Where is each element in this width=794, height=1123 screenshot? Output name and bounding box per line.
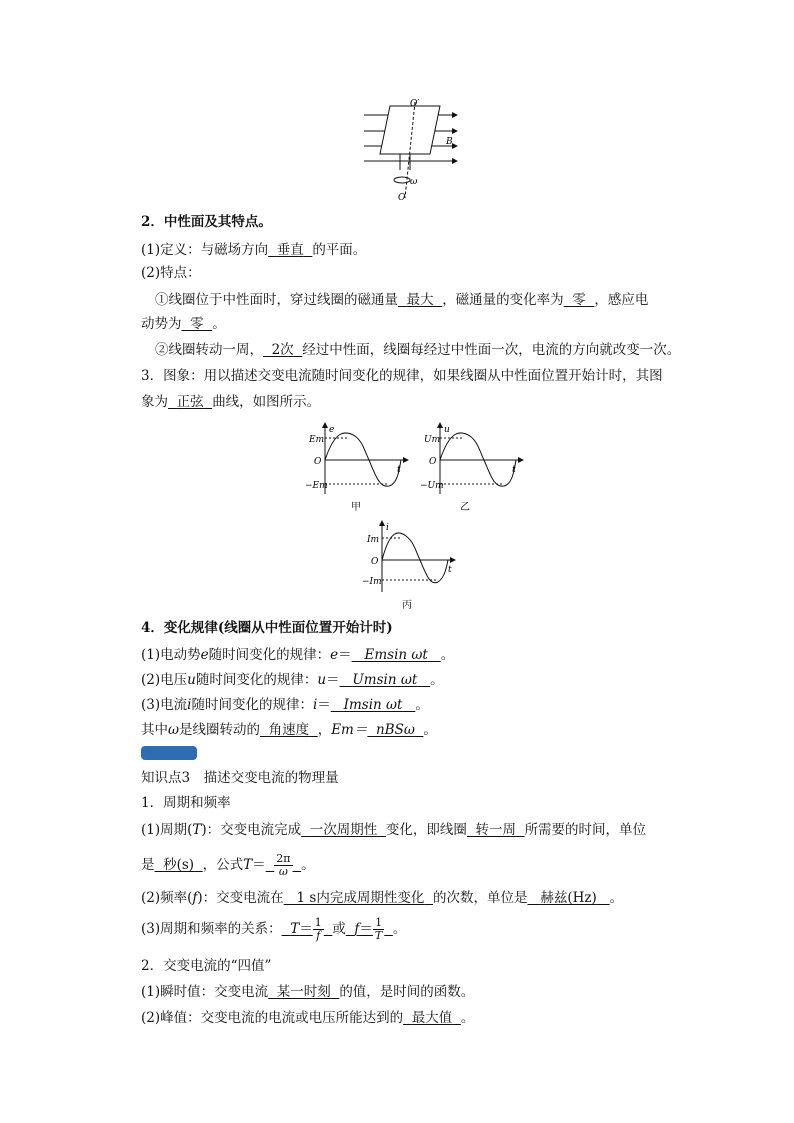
p2-title: 2．交变电流的“四值” [141, 958, 272, 974]
axis-u: u [444, 425, 450, 435]
s4-line-voltage: (2)电压u随时间变化的规律：u＝ Umsin ωt 。 [141, 672, 444, 688]
p2-peak: (2)峰值：交变电流的电流或电压所能达到的 最大值 。 [141, 1010, 475, 1026]
label-omega: ω [410, 177, 418, 187]
label-um: Um [424, 435, 441, 445]
section-badge [141, 746, 197, 760]
s2-definition: (1)定义：与磁场方向 垂直 的平面。 [141, 242, 367, 258]
label-o: O [314, 457, 322, 467]
p2-instant: (1)瞬时值：交变电流 某一时刻 的值，是时间的函数。 [141, 984, 475, 1000]
s4-line-omega: 其中ω是线圈转动的 角速度 ，Em＝ nBSω 。 [141, 722, 437, 738]
s2-features: (2)特点： [141, 265, 201, 281]
graph-yi [420, 422, 530, 514]
graph-jia [305, 422, 415, 514]
s4-line-emf: (1)电动势e随时间变化的规律：e＝ Emsin ωt 。 [141, 647, 455, 663]
s4-line-current: (3)电流i随时间变化的规律：i＝ Imsin ωt 。 [141, 697, 429, 713]
p1-frequency: (2)频率(f)：交变电流在 1 s内完成周期性变化 的次数，单位是 赫兹(Hz) 。 [141, 890, 624, 906]
s4-title: 4．变化规律(线圈从中性面位置开始计时) [141, 620, 393, 636]
label-o: O [371, 557, 379, 567]
label-neg-im: −Im [362, 577, 382, 587]
p1-title: 1．周期和频率 [141, 795, 231, 811]
s2-feature-1-cont: 动势为 零 。 [141, 316, 226, 332]
label-b: B [446, 137, 453, 147]
caption-yi: 乙 [460, 502, 470, 513]
axis-t: t [512, 465, 516, 475]
fraction-2pi-omega: $\frac{2\pi}{\omega}$ [276, 852, 291, 878]
label-neg-um: −Um [420, 481, 444, 491]
s3-line-1: 3．图象：用以描述交变电流随时间变化的规律，如果线圈从中性面位置开始计时，其图 [141, 368, 663, 384]
label-o: O [398, 193, 406, 203]
s2-feature-2: ②线圈转动一周， 2次 经过中性面，线圈每经过中性面一次，电流的方向就改变一次。 [155, 342, 681, 358]
label-im: Im [367, 535, 380, 545]
p1-period: (1)周期(T)：交变电流完成 一次周期性 变化，即线圈 转一周 所需要的时间，单位 [141, 822, 647, 838]
caption-jia: 甲 [351, 502, 361, 513]
label-neg-em: −Em [305, 481, 328, 491]
label-em: Em [309, 435, 325, 445]
axis-i: i [386, 523, 389, 533]
k3-title: 知识点3 描述交变电流的物理量 [141, 770, 339, 786]
coil-diagram [360, 98, 460, 204]
label-o: O [429, 457, 437, 467]
axis-e: e [329, 425, 335, 435]
s2-title: 2．中性面及其特点。 [141, 214, 272, 230]
p1-relation: (3)周期和频率的关系： T＝ $\frac{1}{f}$ 或 f＝ $\frac{1}{T}$ 。 [141, 916, 407, 942]
s2-feature-1: ①线圈位于中性面时，穿过线圈的磁通量 最大 ，磁通量的变化率为 零 ，感应电 [155, 292, 649, 308]
s3-line-2: 象为 正弦 曲线，如图所示。 [141, 394, 321, 410]
p1-period-formula: 是 秒(s) ，公式T＝ $\frac{2\pi}{\omega}$ 。 [141, 852, 315, 878]
axis-t: t [448, 565, 452, 575]
label-o-prime: O′ [410, 99, 420, 109]
axis-t: t [397, 465, 401, 475]
caption-bing: 丙 [402, 600, 412, 611]
graph-bing [362, 520, 472, 612]
